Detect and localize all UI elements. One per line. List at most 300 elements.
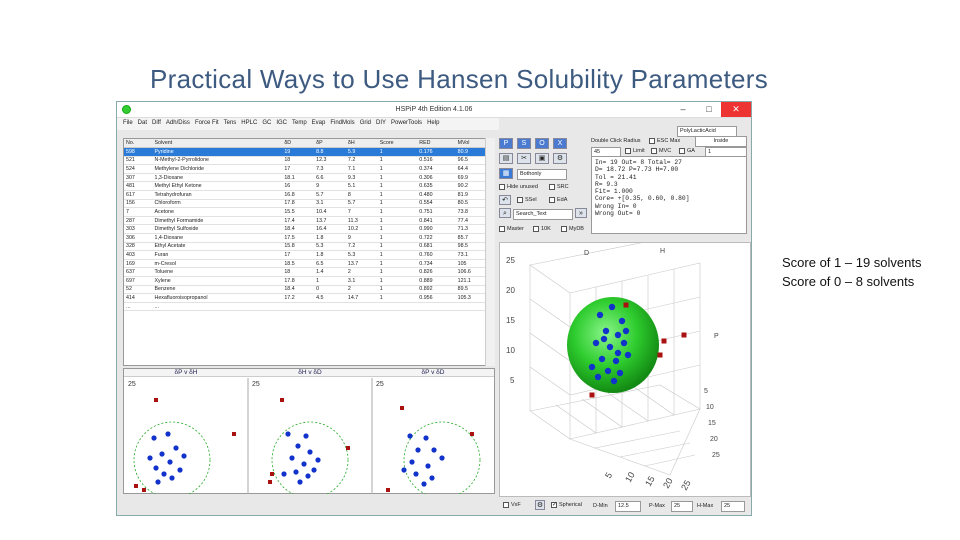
good-solvent-point[interactable] [607,344,613,350]
table-cell: 1 [378,156,418,165]
good-solvent-point[interactable] [165,431,170,436]
column-header[interactable]: No. [124,139,153,148]
table-row[interactable] [124,277,494,286]
panel-title-p-d: δP v δD [372,369,494,377]
table-cell: Dimethyl Formamide [153,216,283,225]
table-row[interactable] [124,182,494,191]
table-cell: 0.554 [417,199,455,208]
table-cell: 0.734 [417,259,455,268]
table-cell: 303 [124,225,153,234]
btick: 15 [643,474,657,488]
bad-solvent-point[interactable] [346,446,350,450]
good-solvent-point[interactable] [155,479,160,484]
maximize-button[interactable]: □ [706,104,712,114]
table-cell: 14.7 [346,294,378,303]
good-solvent-point[interactable] [409,459,414,464]
table-cell: Chloroform [153,199,283,208]
table-cell: 17.8 [282,199,314,208]
eda-checkbox[interactable] [549,197,567,203]
good-solvent-point[interactable] [303,433,308,438]
table-cell: 8 [346,191,378,200]
table-cell: 17 [282,251,314,260]
good-solvent-point[interactable] [289,455,294,460]
go-button[interactable]: » [575,208,587,218]
table-cell: 169 [124,259,153,268]
ssel-checkbox[interactable] [517,197,537,203]
table-cell: 524 [124,165,153,174]
good-solvent-point[interactable] [315,457,320,462]
table-row[interactable] [124,294,494,303]
btick: 25 [679,478,693,492]
button-s[interactable]: S [517,138,531,149]
table-row[interactable] [124,156,494,165]
table-row[interactable] [124,208,494,217]
good-solvent-point[interactable] [599,356,605,362]
table-cell: 7.3 [314,165,346,174]
column-header[interactable]: δP [314,139,346,148]
panel-tick: 25 [252,381,260,388]
table-cell: 16 [282,182,314,191]
table-cell: 5.9 [346,148,378,157]
bad-solvent-point[interactable] [232,432,236,436]
table-cell: 1,4-Dioxane [153,234,283,243]
table-cell: 1 [314,277,346,286]
menu-item[interactable]: Dat [137,120,148,126]
spherical-label: Spherical [559,502,582,508]
open-file-icon[interactable]: ▤ [499,153,513,164]
dmin-select[interactable]: 12.5 [615,501,641,512]
table-cell: 1 [378,182,418,191]
table-cell: 4.5 [314,294,346,303]
sphere-projection [134,422,210,494]
table-cell: 1 [378,234,418,243]
mydb-label: MyDB [569,226,584,232]
menu-item[interactable]: Diff [152,120,161,126]
bad-solvent-point[interactable] [134,484,138,488]
btick: 10 [623,470,637,484]
method-select[interactable]: Bothonly [517,169,567,180]
good-solvent-point[interactable] [593,340,599,346]
rtick: 10 [706,404,714,411]
mvc-label: MVC [659,148,672,154]
rtick: 5 [704,388,708,395]
table-cell: 1 [378,251,418,260]
table-cell: 18 [282,156,314,165]
table-cell: 1 [378,199,418,208]
good-solvent-point[interactable] [281,471,286,476]
table-row[interactable] [124,242,494,251]
button-p[interactable]: P [499,138,513,149]
esc-max-checkbox[interactable] [649,138,680,144]
menu-item[interactable]: Evap [311,120,326,126]
table-row[interactable] [124,302,494,311]
ga-checkbox[interactable] [679,148,695,154]
column-header[interactable]: MVol [456,139,494,148]
table-cell: 80.9 [456,148,494,157]
menu-item[interactable]: Temp [291,120,307,126]
table-cell: 121.1 [456,277,494,286]
note-line: Score of 1 – 19 solvents [782,255,922,270]
mvc-checkbox[interactable] [651,148,671,154]
table-cell [346,302,378,311]
master-checkbox[interactable] [499,226,524,232]
projection-panels [123,368,495,494]
table-cell: 1 [378,148,418,157]
good-solvent-point[interactable] [161,471,166,476]
good-solvent-point[interactable] [151,435,156,440]
table-cell: 15.5 [282,208,314,217]
menu-item[interactable]: DIY [376,120,387,126]
good-solvent-point[interactable] [173,445,178,450]
good-solvent-point[interactable] [625,352,631,358]
eda-label: EdA [557,197,568,203]
bad-solvent-point[interactable] [270,472,274,476]
note-line: Score of 0 – 8 solvents [782,274,915,289]
good-solvent-point[interactable] [305,473,310,478]
rtick: 25 [712,452,720,459]
table-cell: 7.2 [346,242,378,251]
table-cell: 0.681 [417,242,455,251]
table-cell: 617 [124,191,153,200]
table-cell: 6.5 [314,259,346,268]
good-solvent-point[interactable] [595,374,601,380]
table-cell: 11.3 [346,216,378,225]
tenk-label: 10K [541,226,551,232]
table-cell: ... [153,302,283,311]
good-solvent-point[interactable] [617,370,623,376]
good-solvent-point[interactable] [615,350,621,356]
table-cell [417,302,455,311]
good-solvent-point[interactable] [401,467,406,472]
table-cell: 156 [124,199,153,208]
table-cell: Acetone [153,208,283,217]
table-row[interactable] [124,165,494,174]
table-cell: 98.5 [456,242,494,251]
menu-item[interactable]: IGC [276,120,287,126]
panel-tick: 25 [376,381,384,388]
table-cell: 0.826 [417,268,455,277]
table-cell: 17 [282,165,314,174]
table-cell: 90.2 [456,182,494,191]
pmax-select[interactable]: 25 [671,501,693,512]
table-cell [378,302,418,311]
table-cell: 3.1 [314,199,346,208]
table-row[interactable] [124,285,494,294]
table-cell: 17.4 [282,216,314,225]
table-row[interactable] [124,259,494,268]
table-cell: 1 [378,277,418,286]
slide-title: Practical Ways to Use Hansen Solubility Parameters [150,64,769,94]
table-cell: 1 [378,191,418,200]
good-solvent-point[interactable] [177,467,182,472]
table-cell: 0.892 [417,285,455,294]
good-solvent-point[interactable] [597,312,603,318]
column-header[interactable]: δD [282,139,314,148]
table-cell: 481 [124,182,153,191]
table-row[interactable] [124,148,494,157]
menu-item[interactable]: PowerTools [391,120,423,126]
good-solvent-point[interactable] [307,449,312,454]
ga-label: GA [687,148,695,154]
bad-solvent-point[interactable] [682,333,687,338]
good-solvent-point[interactable] [623,328,629,334]
table-cell: 637 [124,268,153,277]
rtick: 20 [710,436,718,443]
table-cell: Xylene [153,277,283,286]
good-solvent-point[interactable] [415,447,420,452]
good-solvent-point[interactable] [167,459,172,464]
table-cell: 1 [378,165,418,174]
ytick: 15 [506,316,515,325]
menu-bar [117,118,499,130]
good-solvent-point[interactable] [407,433,412,438]
table-cell: 71.3 [456,225,494,234]
good-solvent-point[interactable] [615,332,621,338]
menu-item[interactable]: Adh/Diss [165,120,190,126]
results-output: In= 19 Out= 8 Total= 27 D= 18.72 P=7.73 H=7.00 Tol = 21.41 R= 9.3 Fit= 1.000 Core= +[0.35, 0.60, 0.80] Wrong In= 0 Wrong Out= 0 [591,156,747,234]
vxf-checkbox[interactable] [503,502,521,508]
minimize-button[interactable]: – [680,104,686,114]
table-cell: Ethyl Acetate [153,242,283,251]
menu-item[interactable]: Grid [359,120,372,126]
bad-solvent-point[interactable] [386,488,390,492]
table-cell: 85.7 [456,234,494,243]
esc-max-label: ESC Max [657,138,681,144]
column-header[interactable]: RED [417,139,455,148]
table-cell: 9.3 [346,173,378,182]
good-solvent-point[interactable] [609,304,615,310]
table-cell: 5.7 [346,199,378,208]
table-cell: 17.2 [282,294,314,303]
search-icon[interactable]: ⌕ [499,208,511,218]
mydb-checkbox[interactable] [561,226,584,232]
vxf-label: VxF [511,502,521,508]
table-row[interactable] [124,268,494,277]
table-row[interactable] [124,191,494,200]
bad-solvent-point[interactable] [624,303,629,308]
close-button[interactable]: ✕ [721,102,751,117]
inside-select[interactable]: Inside [695,136,747,147]
column-header[interactable]: δH [346,139,378,148]
table-cell: ... [124,302,153,311]
table-cell: 0.760 [417,251,455,260]
limit-checkbox[interactable] [625,148,645,154]
good-solvent-point[interactable] [159,451,164,456]
good-solvent-point[interactable] [621,340,627,346]
search-input[interactable]: Search_Text [513,209,573,220]
bad-solvent-point[interactable] [142,488,146,492]
tenk-checkbox[interactable] [533,226,551,232]
menu-item[interactable]: GC [262,120,272,126]
column-header[interactable]: Score [378,139,418,148]
bad-solvent-point[interactable] [662,339,667,344]
table-cell: 403 [124,251,153,260]
good-solvent-point[interactable] [293,469,298,474]
table-cell: 1 [378,294,418,303]
table-row[interactable] [124,225,494,234]
spherical-checkbox[interactable] [551,502,582,508]
pmax-label: P-Max [649,503,665,509]
table-cell: 18.4 [282,285,314,294]
axis-label-p: P [714,333,719,340]
menu-item[interactable]: File [123,120,133,126]
table-cell: Methylene Dichloride [153,165,283,174]
table-cell: 77.4 [456,216,494,225]
table-cell: 105.3 [456,294,494,303]
hmax-select[interactable]: 25 [721,501,745,512]
table-scrollbar[interactable] [485,138,495,366]
table-cell: N-Methyl-2-Pyrrolidone [153,156,283,165]
table-cell: 73.1 [456,251,494,260]
table-cell: 8.8 [314,148,346,157]
table-cell: 7.2 [346,156,378,165]
table-cell: 0.841 [417,216,455,225]
settings-small-icon[interactable]: ⚙ [536,502,544,509]
hide-unused-checkbox[interactable] [499,184,538,190]
table-cell: 328 [124,242,153,251]
hide-unused-label: Hide unused [507,184,538,190]
3d-plot[interactable] [499,242,751,497]
button-x[interactable]: X [553,138,567,149]
dmin-label: D-Min [593,503,608,509]
table-cell: 414 [124,294,153,303]
btick: 20 [661,476,675,490]
table-cell: 5.7 [314,191,346,200]
table-cell: 7 [346,208,378,217]
good-solvent-point[interactable] [153,465,158,470]
table-cell: 0.956 [417,294,455,303]
table-cell: Methyl Ethyl Ketone [153,182,283,191]
table-row[interactable] [124,199,494,208]
table-cell: 69.9 [456,173,494,182]
table-row[interactable] [124,234,494,243]
bottom-toolbar [499,498,751,514]
axis-label-h: H [660,248,666,255]
good-solvent-point[interactable] [311,467,316,472]
good-solvent-point[interactable] [619,318,625,324]
table-row[interactable] [124,173,494,182]
src-label: SRC [557,184,569,190]
good-solvent-point[interactable] [425,463,430,468]
settings-icon[interactable]: ⚙ [553,153,567,164]
good-solvent-point[interactable] [613,358,619,364]
bad-solvent-point[interactable] [154,398,158,402]
hmax-label: H-Max [697,503,714,509]
table-cell: Hexafluoroisopropanol [153,294,283,303]
good-solvent-point[interactable] [421,481,426,486]
bad-solvent-point[interactable] [268,480,272,484]
good-solvent-point[interactable] [611,378,617,384]
table-cell: 18.5 [282,259,314,268]
good-solvent-point[interactable] [439,455,444,460]
table-cell: 1 [378,208,418,217]
good-solvent-point[interactable] [589,364,595,370]
bad-solvent-point[interactable] [280,398,284,402]
good-solvent-point[interactable] [301,461,306,466]
good-solvent-point[interactable] [297,479,302,484]
table-cell: 0 [314,285,346,294]
grid-icon[interactable]: ▦ [499,168,513,179]
good-solvent-point[interactable] [169,475,174,480]
document-icon[interactable]: ▣ [535,153,549,164]
table-cell: 81.9 [456,191,494,200]
good-solvent-point[interactable] [147,455,152,460]
sphere-projection [272,422,348,494]
good-solvent-point[interactable] [295,443,300,448]
menu-item[interactable]: Force Fit [194,120,219,126]
table-cell: 80.5 [456,199,494,208]
radius-field[interactable]: 45 [591,147,621,158]
table-cell: 15.8 [282,242,314,251]
table-row[interactable] [124,216,494,225]
good-solvent-point[interactable] [605,368,611,374]
table-cell: 1 [378,268,418,277]
table-cell [282,302,314,311]
src-checkbox[interactable] [549,184,569,190]
axis-label-d: D [584,250,590,257]
bad-solvent-point[interactable] [590,393,595,398]
table-cell: 6.6 [314,173,346,182]
button-o[interactable]: O [535,138,549,149]
table-row[interactable] [124,251,494,260]
table-cell: 697 [124,277,153,286]
bad-solvent-point[interactable] [400,406,404,410]
undo-icon[interactable]: ↶ [499,195,511,205]
good-solvent-point[interactable] [603,328,609,334]
good-solvent-point[interactable] [285,431,290,436]
menu-item[interactable]: FindMols [330,120,355,126]
3d-plot-canvas[interactable] [500,243,752,498]
table-cell: 0.889 [417,277,455,286]
good-solvent-point[interactable] [423,435,428,440]
table-cell: 307 [124,173,153,182]
rtick: 15 [708,420,716,427]
cut-icon[interactable]: ✂ [517,153,531,164]
ytick: 10 [506,346,515,355]
double-click-label: Double Click Radius [591,138,641,144]
table-cell: Tetrahydrofuran [153,191,283,200]
polymer-name-field[interactable]: PolyLacticAcid [677,126,737,137]
good-solvent-point[interactable] [601,336,607,342]
table-cell: 17.8 [282,277,314,286]
table-cell: m-Cresol [153,259,283,268]
table-cell: 1 [378,259,418,268]
table-cell: 73.8 [456,208,494,217]
bad-solvent-point[interactable] [470,432,474,436]
good-solvent-point[interactable] [181,453,186,458]
title-bar[interactable] [117,102,751,118]
menu-item[interactable]: HPLC [241,120,258,126]
slide-notes [782,253,921,291]
table-cell: 1 [378,285,418,294]
table-cell: 18.1 [282,173,314,182]
good-solvent-point[interactable] [429,475,434,480]
panel-title-p-h: δP v δH [124,369,248,377]
column-header[interactable]: Solvent [153,139,283,148]
projection-plots[interactable] [124,378,496,494]
table-cell: 12.3 [314,156,346,165]
window-title: HSPiP 4th Edition 4.1.06 [395,106,473,113]
panel-title-h-d: δH v δD [248,369,372,377]
menu-item[interactable]: Tens [223,120,237,126]
bad-solvent-point[interactable] [658,353,663,358]
menu-item[interactable]: Help [427,120,440,126]
good-solvent-point[interactable] [431,447,436,452]
table-cell: 19 [282,148,314,157]
table-cell: 1.8 [314,234,346,243]
good-solvent-point[interactable] [413,471,418,476]
ga-select[interactable]: 1 [705,147,747,158]
